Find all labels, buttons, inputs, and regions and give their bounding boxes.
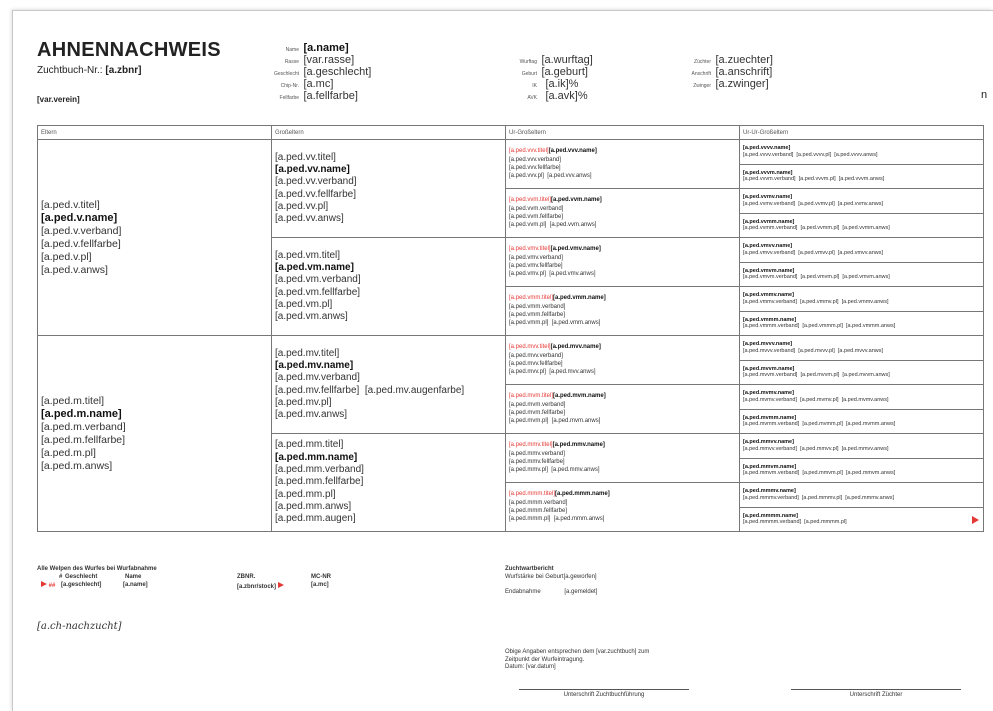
nachzucht-text: [a.ch-nachzucht] (37, 621, 122, 632)
col-header-ururgrosseltern: Ur-Ur-Großeltern (740, 126, 984, 140)
header-field-avk: AVK [a.avk]% (527, 90, 588, 102)
gg-cell: [a.ped.vmmm.name] [a.ped.vmmm.verband] [a.ped.vmmm.pl] [a.ped.vmmm.anws] (740, 311, 984, 336)
gg-cell: [a.ped.vvvm.name] [a.ped.vvvm.verband] [a.ped.vvvm.pl] [a.ped.vvvm.anws] (740, 164, 984, 189)
litter-col-name: Name (125, 574, 142, 580)
litter-col-geschlecht: Geschlecht (65, 574, 98, 580)
litter-row-name: [a.name] (123, 582, 148, 588)
signature-label-zuechter: Unterschrift Züchter (849, 692, 903, 698)
pedigree-row (38, 336, 984, 361)
grandparent-vm-cell: [a.ped.vm.titel] [a.ped.vm.name] [a.ped.vm.verband] [a.ped.vm.fellfarbe] [a.ped.vm.pl] [a.ped.vm.anws] (272, 238, 506, 336)
gg-cell: [a.ped.vmvv.name] [a.ped.vmvv.verband] [a.ped.vmvv.pl] [a.ped.vmvv.anws] (740, 238, 984, 263)
gg-cell: [a.ped.mmmm.name] [a.ped.mmmm.verband] [a.ped.mmmm.pl] (740, 507, 984, 532)
zuchtbuch-label: Zuchtbuch-Nr.: (37, 65, 103, 76)
signature-line-zuechter (791, 689, 961, 690)
header-field-name: Name [a.name] (285, 42, 349, 54)
great-mvv-cell: [a.ped.mvv.titel][a.ped.mvv.name] [a.ped.mvv.verband] [a.ped.mvv.fellfarbe] [a.ped.mvv.pl] [a.ped.mvv.anws] (506, 336, 740, 385)
report-line-1: Wurfstärke bei Geburt[a.geworfen] (505, 574, 597, 580)
great-vvv-cell: [a.ped.vvv.titel][a.ped.vvv.name] [a.ped.vvv.verband] [a.ped.vvv.fellfarbe] [a.ped.vvv.pl] [a.ped.vvv.anws] (506, 140, 740, 189)
header-field-geschlecht: Geschlecht [a.geschlecht] (273, 66, 372, 78)
mcnr-value: [a.mc] (311, 582, 329, 588)
pedigree-header-row (38, 126, 984, 140)
red-arrow-icon (278, 582, 284, 588)
gg-cell: [a.ped.mvmv.name] [a.ped.mvmv.verband] [a.ped.mvmv.pl] [a.ped.mvmv.anws] (740, 385, 984, 410)
header-field-geburt: Geburt [a.geburt] (521, 66, 588, 78)
verein: [var.verein] (37, 95, 80, 104)
pedigree-row (38, 140, 984, 165)
gg-cell: [a.ped.vvmv.name] [a.ped.vvmv.verband] [a.ped.vvmv.pl] [a.ped.vvmv.anws] (740, 189, 984, 214)
litter-title: Alle Welpen des Wurfes bei Wurfabnahme (37, 566, 157, 572)
gg-cell: [a.ped.mvvv.name] [a.ped.mvvv.verband] [a.ped.mvvv.pl] [a.ped.mvvv.anws] (740, 336, 984, 361)
col-header-grosseltern: Großeltern (272, 126, 506, 140)
header-field-rasse: Rasse [var.rasse] (284, 54, 355, 66)
gg-cell: [a.ped.vmvm.name] [a.ped.vmvm.verband] [a.ped.vmvm.pl] [a.ped.vmvm.anws] (740, 262, 984, 287)
gg-cell: [a.ped.vvmm.name] [a.ped.vvmm.verband] [a.ped.vvmm.pl] [a.ped.vvmm.anws] (740, 213, 984, 238)
header-field-anschrift: Anschrift [a.anschrift] (691, 66, 773, 78)
great-mmv-cell: [a.ped.mmv.titel][a.ped.mmv.name] [a.ped.mmv.verband] [a.ped.mmv.fellfarbe] [a.ped.mmv.pl] [a.ped.mmv.anws] (506, 434, 740, 483)
gg-cell: [a.ped.mmvv.name] [a.ped.mmvv.verband] [a.ped.mmvv.pl] [a.ped.mmvv.anws] (740, 434, 984, 459)
col-header-eltern: Eltern (38, 126, 272, 140)
col-header-urgrosseltern: Ur-Großeltern (506, 126, 740, 140)
grandparent-vv-cell: [a.ped.vv.titel] [a.ped.vv.name] [a.ped.vv.verband] [a.ped.vv.fellfarbe] [a.ped.vv.pl] [a.ped.vv.anws] (272, 140, 506, 238)
great-vmm-cell: [a.ped.vmm.titel][a.ped.vmm.name] [a.ped.vmm.verband] [a.ped.vmm.fellfarbe] [a.ped.vmm.pl] [a.ped.vmm.anws] (506, 287, 740, 336)
parent-v-cell: [a.ped.v.titel] [a.ped.v.name] [a.ped.v.verband] [a.ped.v.fellfarbe] [a.ped.v.pl] [a.ped.v.anws] (38, 140, 272, 336)
header-field-fellfarbe: Fellfarbe [a.fellfarbe] (279, 90, 358, 102)
statement: Obige Angaben entsprechen dem [var.zuchtbuch] zum Zeitpunkt der Wurfeintragung. Datum: [var.datum] (505, 649, 650, 670)
gg-cell: [a.ped.vvvv.name] [a.ped.vvvv.verband] [a.ped.vvvv.pl] [a.ped.vvvv.anws] (740, 140, 984, 165)
litter-row: ## (41, 581, 55, 589)
header-field-zwinger: Zwinger [a.zwinger] (693, 78, 769, 90)
header-col-litter (487, 53, 593, 101)
zuchtbuch-nr (37, 65, 141, 76)
pedigree-table (37, 125, 984, 532)
header-field-wurftag: Wurftag [a.wurftag] (519, 54, 593, 66)
document-title: AHNENNACHWEIS (37, 39, 221, 61)
parent-m-cell: [a.ped.m.titel] [a.ped.m.name] [a.ped.m.verband] [a.ped.m.fellfarbe] [a.ped.m.pl] [a.ped.m.anws] (38, 336, 272, 532)
grandparent-mv-cell: [a.ped.mv.titel] [a.ped.mv.name] [a.ped.mv.verband] [a.ped.mv.fellfarbe] [a.ped.mv.augenfarbe] [a.ped.mv.pl] [a.ped.mv.anws] (272, 336, 506, 434)
edge-char: n (981, 89, 988, 101)
header-field-chip: Chip-Nr. [a.mc] (280, 78, 334, 90)
header-field-ik: IK [a.ik]% (532, 78, 579, 90)
great-mmm-cell: [a.ped.mmm.titel][a.ped.mmm.name] [a.ped.mmm.verband] [a.ped.mmm.fellfarbe] [a.ped.mmm.pl] [a.ped.mmm.anws] (506, 483, 740, 532)
gg-cell: [a.ped.mvvm.name] [a.ped.mvvm.verband] [a.ped.mvvm.pl] [a.ped.mvvm.anws] (740, 360, 984, 385)
gg-cell: [a.ped.vmmv.name] [a.ped.vmmv.verband] [a.ped.vmmv.pl] [a.ped.vmmv.anws] (740, 287, 984, 312)
gg-cell: [a.ped.mvmm.name] [a.ped.mvmm.verband] [a.ped.mvmm.pl] [a.ped.mvmm.anws] (740, 409, 984, 434)
signature-label-zuchtbuch: Unterschrift Zuchtbuchführung (563, 692, 645, 698)
document-page (12, 10, 993, 711)
header-field-zuechter: Züchter [a.zuechter] (694, 54, 773, 66)
litter-col-hash: # (59, 574, 63, 580)
report-title: Zuchtwartbericht (505, 566, 554, 572)
litter-row-geschlecht: [a.geschlecht] (61, 582, 102, 588)
report-line-2: Endabnahme [a.gemeldet] (505, 589, 598, 595)
grandparent-mm-cell: [a.ped.mm.titel] [a.ped.mm.name] [a.ped.mm.verband] [a.ped.mm.fellfarbe] [a.ped.mm.pl] [a.ped.mm.anws] [a.ped.mm.augen] (272, 434, 506, 532)
gg-cell: [a.ped.mmvm.name] [a.ped.mmvm.verband] [a.ped.mmvm.pl] [a.ped.mmvm.anws] (740, 458, 984, 483)
red-arrow-icon (41, 581, 47, 587)
header-col-animal (249, 41, 371, 101)
signature-line-zuchtbuch (519, 689, 689, 690)
red-arrow-icon (972, 516, 979, 524)
zuchtbuch-value: [a.zbnr] (105, 65, 142, 76)
header-col-breeder (661, 53, 773, 89)
mcnr-label: MC-NR (311, 574, 331, 580)
gg-cell: [a.ped.mmmv.name] [a.ped.mmmv.verband] [a.ped.mmmv.pl] [a.ped.mmmv.anws] (740, 483, 984, 508)
zbnr-value-wrap: [a.zbnr/stock] (237, 582, 284, 590)
great-vmv-cell: [a.ped.vmv.titel][a.ped.vmv.name] [a.ped.vmv.verband] [a.ped.vmv.fellfarbe] [a.ped.vmv.pl] [a.ped.vmv.anws] (506, 238, 740, 287)
great-vvm-cell: [a.ped.vvm.titel][a.ped.vvm.name] [a.ped.vvm.verband] [a.ped.vvm.fellfarbe] [a.ped.vvm.pl] [a.ped.vvm.anws] (506, 189, 740, 238)
zbnr-label: ZBNR. (237, 574, 256, 580)
great-mvm-cell: [a.ped.mvm.titel][a.ped.mvm.name] [a.ped.mvm.verband] [a.ped.mvm.fellfarbe] [a.ped.mvm.pl] [a.ped.mvm.anws] (506, 385, 740, 434)
